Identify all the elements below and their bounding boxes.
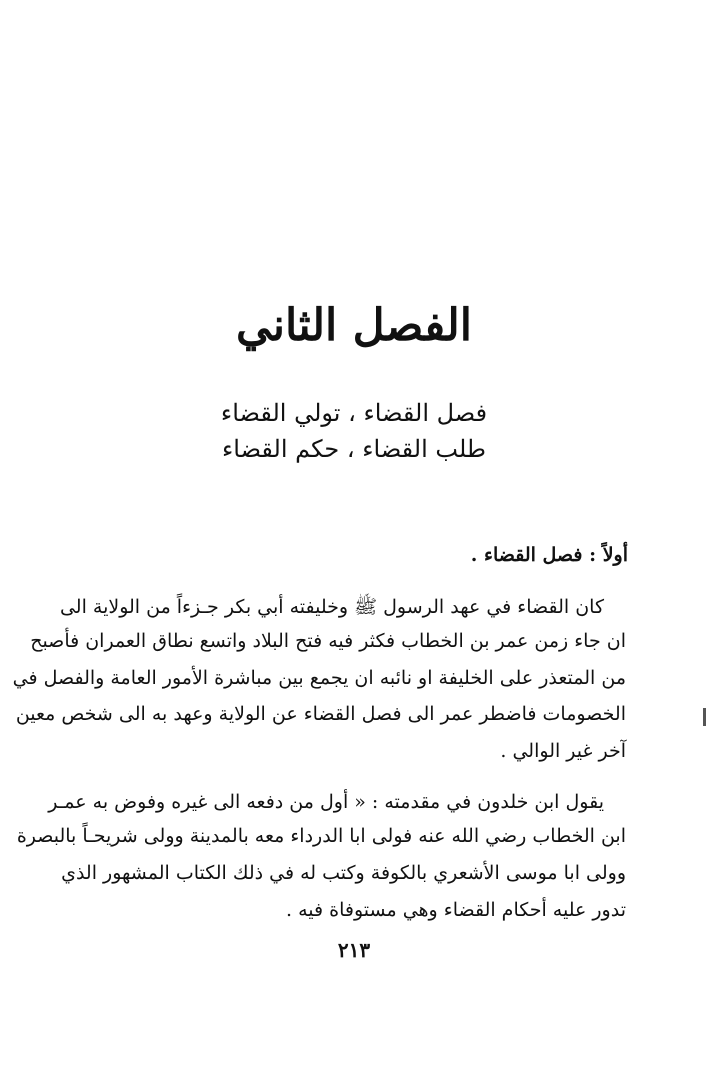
chapter-title: الفصل الثاني bbox=[236, 300, 472, 351]
page-number: ٢١٣ bbox=[337, 938, 371, 962]
paragraph-2-line: تدور عليه أحكام القضاء وهي مستوفاة فيه . bbox=[286, 899, 626, 921]
paragraph-1-line: الخصومات فاضطر عمر الى فصل القضاء عن الولاية وعهد به الى شخص معين bbox=[15, 703, 626, 725]
paragraph-2-line: ابن الخطاب رضي الله عنه فولى ابا الدرداء معه بالمدينة وولى شريحـاً بالبصرة bbox=[16, 825, 626, 847]
section-heading: أولاً : فصل القضاء . bbox=[470, 544, 628, 566]
paragraph-1-line: آخر غير الوالي . bbox=[500, 740, 626, 762]
paragraph-1-line: كان القضاء في عهد الرسول ﷺ وخليفته أبي بكر جـزءاً من الولاية الى bbox=[59, 596, 604, 618]
chapter-subtitle-line-2: طلب القضاء ، حكم القضاء bbox=[222, 435, 486, 463]
paragraph-1-line: من المتعذر على الخليفة او نائبه ان يجمع بين مباشرة الأمور العامة والفصل في bbox=[12, 667, 626, 689]
paragraph-2-line: يقول ابن خلدون في مقدمته : « أول من دفعه الى غيره وفوض به عمـر bbox=[48, 791, 604, 813]
paragraph-2-line: وولى ابا موسى الأشعري بالكوفة وكتب له في ذلك الكتاب المشهور الذي bbox=[61, 862, 626, 884]
scan-edge-mark bbox=[703, 708, 706, 726]
paragraph-1-line: ان جاء زمن عمر بن الخطاب فكثر فيه فتح البلاد واتسع نطاق العمران فأصبح bbox=[30, 630, 626, 652]
chapter-subtitle-line-1: فصل القضاء ، تولي القضاء bbox=[220, 399, 488, 427]
